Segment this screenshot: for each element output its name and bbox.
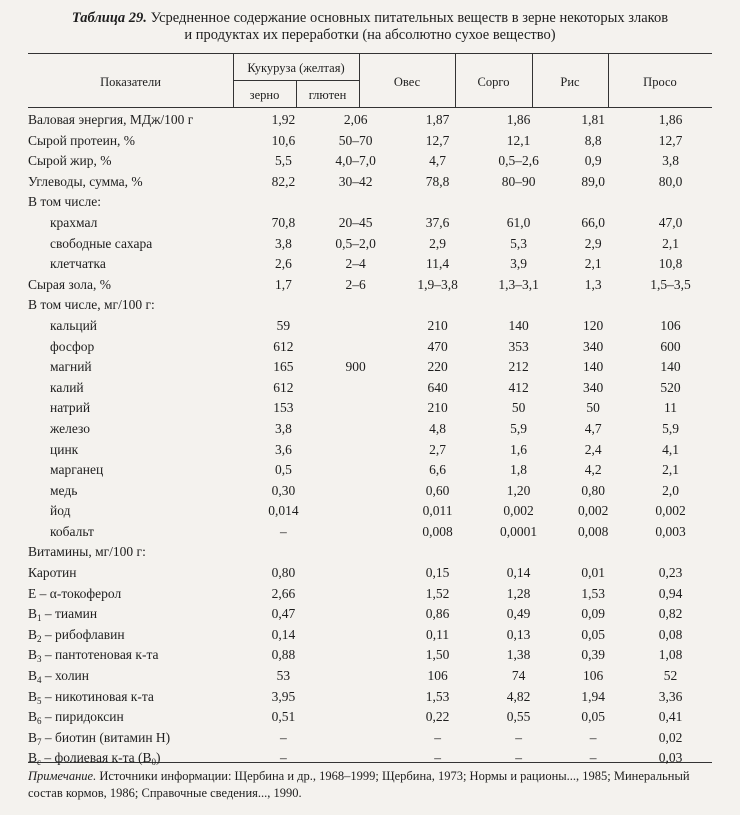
table-cell: 0,39 xyxy=(581,647,605,663)
table-cell: – xyxy=(280,729,287,745)
row-label: $B_1$ – тиамин xyxy=(28,606,98,624)
table-cell: 10,6 xyxy=(271,132,296,148)
header-sorghum: Сорго xyxy=(477,75,510,89)
table-cell: 0,08 xyxy=(658,626,683,642)
table-cell xyxy=(316,584,395,605)
table-cell: 0,002 xyxy=(577,503,609,519)
table-cell: 0,47 xyxy=(271,606,296,622)
header-indicators: Показатели xyxy=(100,75,161,89)
table-cell: 1,53 xyxy=(581,585,605,601)
row-label: кобальт xyxy=(50,523,94,539)
header-rice: Рис xyxy=(560,75,580,89)
table-cell: 11 xyxy=(664,400,678,416)
table-cell xyxy=(395,192,480,213)
table-cell: 2,9 xyxy=(584,235,602,251)
table-cell: 1,08 xyxy=(658,647,683,663)
table-cell: 165 xyxy=(273,359,294,375)
table-cell: 340 xyxy=(583,338,604,354)
header-millet: Просо xyxy=(643,75,677,89)
header-corn-grain: зерно xyxy=(249,88,280,102)
table-row xyxy=(28,501,712,522)
table-cell: 4,1 xyxy=(662,441,679,457)
table-cell: 1,7 xyxy=(274,276,292,292)
row-label: железо xyxy=(50,420,91,436)
table-cell: 520 xyxy=(660,379,681,395)
table-cell xyxy=(395,295,480,316)
table-row xyxy=(28,151,712,172)
table-cell: 6,6 xyxy=(429,462,447,478)
table-cell: 5,9 xyxy=(510,420,527,436)
table-row xyxy=(28,748,712,769)
table-cell xyxy=(316,378,395,399)
table-cell xyxy=(316,748,395,769)
table-cell: 1,81 xyxy=(581,112,605,127)
table-row xyxy=(28,728,712,749)
table-cell: 2,7 xyxy=(429,441,447,457)
table-cell xyxy=(316,687,395,708)
table-cell xyxy=(480,295,557,316)
table-cell: – xyxy=(515,729,522,745)
table-cell: 2–6 xyxy=(345,276,366,292)
table-cell: 50 xyxy=(511,400,526,416)
table-cell: 0,011 xyxy=(422,503,453,519)
table-row xyxy=(28,234,712,255)
table-cell: 5,9 xyxy=(662,420,679,436)
table-cell: 2,66 xyxy=(271,585,296,601)
table-row xyxy=(28,666,712,687)
table-row xyxy=(28,254,712,275)
table-cell: 0,003 xyxy=(655,523,686,539)
table-cell: 3,8 xyxy=(662,153,679,169)
table-cell: 53 xyxy=(276,668,291,684)
table-cell: 66,0 xyxy=(581,214,605,230)
table-cell: 1,86 xyxy=(506,112,531,127)
table-cell: 1,92 xyxy=(271,112,296,127)
table-cell xyxy=(316,563,395,584)
table-cell: 0,05 xyxy=(581,709,605,725)
table-cell: 12,1 xyxy=(506,132,531,148)
table-cell: 37,6 xyxy=(425,214,450,230)
table-cell: 4,8 xyxy=(429,420,447,436)
table-cell: 74 xyxy=(511,668,526,684)
note-text: Источники информации: Щербина и др., 1968–1999; Щербина, 1973; Нормы и рационы..., 1985; Минеральный состав кормов, 1986; Справочные сведения..., 1990. xyxy=(28,769,690,800)
row-label: $B_6$ – пиридоксин xyxy=(28,709,124,727)
table-cell: 340 xyxy=(583,379,604,395)
table-cell: 600 xyxy=(660,338,681,354)
table-cell: 0,002 xyxy=(503,503,534,519)
table-cell: 0,002 xyxy=(655,503,686,519)
table-cell: 1,3 xyxy=(584,276,602,292)
table-cell: 1,8 xyxy=(510,462,527,478)
table-row xyxy=(28,687,712,708)
table-cell xyxy=(316,192,395,213)
table-cell: 3,9 xyxy=(510,256,527,272)
table-cell xyxy=(316,645,395,666)
table-cell: 2,06 xyxy=(343,112,368,127)
row-label: цинк xyxy=(50,441,79,457)
row-label: крахмал xyxy=(50,214,98,230)
table-cell: 8,8 xyxy=(584,132,602,148)
table-cell: 106 xyxy=(427,668,448,684)
table-cell xyxy=(316,625,395,646)
table-cell xyxy=(316,316,395,337)
table-note xyxy=(28,768,718,802)
table-cell: 0,05 xyxy=(581,626,605,642)
table-cell xyxy=(316,501,395,522)
table-cell: 2,1 xyxy=(662,235,679,251)
table-cell: 0,03 xyxy=(658,750,683,766)
table-row xyxy=(28,316,712,337)
table-cell xyxy=(316,419,395,440)
table-cell: 0,22 xyxy=(425,709,450,725)
table-cell: 30–42 xyxy=(338,173,373,189)
table-cell: 2,0 xyxy=(662,482,679,498)
table-cell: 80,0 xyxy=(658,173,683,189)
table-cell: – xyxy=(589,729,597,745)
note-label: Примечание. xyxy=(28,769,97,783)
table-cell xyxy=(316,460,395,481)
table-cell: 0,94 xyxy=(658,585,683,601)
table-cell xyxy=(316,440,395,461)
row-label: Сырой жир, % xyxy=(28,153,112,169)
table-cell: 10,8 xyxy=(658,256,683,272)
table-cell: 0,01 xyxy=(581,565,605,581)
table-row xyxy=(28,481,712,502)
table-row xyxy=(28,645,712,666)
table-caption xyxy=(28,10,712,44)
table-cell: 220 xyxy=(427,359,448,375)
table-cell: 0,0001 xyxy=(500,523,538,539)
nutrient-table xyxy=(28,110,712,769)
table-row xyxy=(28,131,712,152)
table-cell xyxy=(480,192,557,213)
header-oats: Овес xyxy=(393,75,421,89)
table-cell: 140 xyxy=(660,359,681,375)
table-cell xyxy=(557,295,629,316)
table-cell: 0,11 xyxy=(426,626,450,642)
table-cell: 1,28 xyxy=(506,585,531,601)
row-label: магний xyxy=(50,359,92,375)
table-cell: 3,6 xyxy=(274,441,292,457)
table-cell: 0,13 xyxy=(506,626,531,642)
table-cell: 5,3 xyxy=(510,235,527,251)
table-cell: 1,38 xyxy=(506,647,531,663)
table-row xyxy=(28,542,712,563)
table-cell: 2–4 xyxy=(345,256,366,272)
table-cell: – xyxy=(589,750,597,766)
table-cell: 1,20 xyxy=(506,482,531,498)
table-cell xyxy=(629,192,712,213)
table-cell: 11,4 xyxy=(426,256,450,272)
table-cell: 1,9–3,8 xyxy=(417,276,458,292)
table-row xyxy=(28,625,712,646)
table-cell: – xyxy=(515,750,522,766)
row-label: свободные сахара xyxy=(50,235,153,251)
table-cell: 1,5–3,5 xyxy=(650,276,691,292)
table-cell: 89,0 xyxy=(581,173,605,189)
table-cell xyxy=(316,398,395,419)
table-cell xyxy=(251,295,316,316)
table-cell: – xyxy=(434,750,441,766)
row-label: $B_7$ – биотин (витамин Н) xyxy=(28,729,171,747)
table-cell: 0,82 xyxy=(658,606,683,622)
table-cell: 0,80 xyxy=(581,482,605,498)
table-cell: 106 xyxy=(583,668,604,684)
table-cell: 61,0 xyxy=(506,214,531,230)
table-row xyxy=(28,192,712,213)
table-row xyxy=(28,295,712,316)
caption-line1: Усредненное содержание основных питательных веществ в зерне некоторых злаков xyxy=(150,10,669,26)
table-cell: 353 xyxy=(508,338,529,354)
table-cell: 140 xyxy=(583,359,604,375)
table-row xyxy=(28,398,712,419)
table-cell xyxy=(316,604,395,625)
table-cell: 0,15 xyxy=(425,565,450,581)
table-row xyxy=(28,419,712,440)
table-cell: 4,0–7,0 xyxy=(335,153,376,169)
header-corn-gluten: глютен xyxy=(308,88,347,102)
row-label: $B_4$ – холин xyxy=(28,668,90,686)
nutrient-table-body xyxy=(28,110,712,769)
table-cell: 2,9 xyxy=(429,235,447,251)
table-cell xyxy=(629,542,712,563)
table-cell: 0,5–2,6 xyxy=(498,153,539,169)
table-cell: 0,02 xyxy=(658,729,683,745)
table-cell: 1,86 xyxy=(658,112,683,127)
table-row xyxy=(28,584,712,605)
table-cell: 106 xyxy=(660,317,681,333)
row-label: Каротин xyxy=(28,565,77,581)
row-label: калий xyxy=(50,379,84,395)
table-cell: 1,53 xyxy=(425,688,450,704)
table-cell: 2,1 xyxy=(662,462,679,478)
table-cell xyxy=(251,192,316,213)
table-cell: – xyxy=(280,750,287,766)
row-label: Е – α-токоферол xyxy=(28,585,122,601)
table-cell: 1,6 xyxy=(510,441,527,457)
table-row xyxy=(28,440,712,461)
table-cell: 1,94 xyxy=(581,688,605,704)
table-cell: 210 xyxy=(427,400,448,416)
table-row xyxy=(28,357,712,378)
table-cell: 78,8 xyxy=(425,173,450,189)
table-row xyxy=(28,172,712,193)
row-label: натрий xyxy=(50,400,91,416)
table-cell: 80–90 xyxy=(501,173,536,189)
row-label: Витамины, мг/100 г: xyxy=(28,544,146,560)
table-cell: 3,36 xyxy=(658,688,683,704)
table-cell: 2,4 xyxy=(584,441,602,457)
table-cell: 20–45 xyxy=(338,214,373,230)
table-cell: 3,8 xyxy=(274,420,292,436)
table-cell: 59 xyxy=(276,317,291,333)
table-cell: 0,14 xyxy=(271,626,296,642)
row-label: фосфор xyxy=(50,338,95,354)
table-cell: 4,82 xyxy=(506,688,531,704)
table-cell xyxy=(316,337,395,358)
table-cell: 612 xyxy=(273,379,294,395)
table-cell: 0,23 xyxy=(658,565,683,581)
row-label: В том числе, мг/100 г: xyxy=(28,297,155,313)
caption-line2: и продуктах их переработки (на абсолютно сухое вещество) xyxy=(184,27,556,43)
table-cell: 4,2 xyxy=(584,462,602,478)
table-cell: 1,50 xyxy=(425,647,450,663)
table-cell: 1,3–3,1 xyxy=(498,276,539,292)
table-cell: – xyxy=(280,523,287,539)
table-cell: 4,7 xyxy=(584,420,602,436)
table-row xyxy=(28,378,712,399)
table-cell: 1,52 xyxy=(425,585,450,601)
table-cell xyxy=(629,295,712,316)
table-cell: 0,60 xyxy=(425,482,450,498)
table-cell: 0,14 xyxy=(506,565,531,581)
table-cell xyxy=(557,542,629,563)
table-cell xyxy=(316,666,395,687)
row-label: медь xyxy=(50,482,78,498)
table-cell: 12,7 xyxy=(658,132,683,148)
table-cell: 0,80 xyxy=(271,565,296,581)
table-cell: 0,5 xyxy=(274,462,292,478)
table-cell xyxy=(480,542,557,563)
table-cell xyxy=(557,192,629,213)
table-cell: 4,7 xyxy=(429,153,447,169)
table-cell: 0,41 xyxy=(658,709,683,725)
table-cell xyxy=(316,522,395,543)
table-cell: 3,95 xyxy=(271,688,296,704)
table-cell: 1,87 xyxy=(425,112,450,127)
table-cell: 52 xyxy=(663,668,678,684)
table-cell: 0,9 xyxy=(584,153,602,169)
caption-label: Таблица 29. xyxy=(71,10,147,26)
table-cell: 0,49 xyxy=(506,606,531,622)
table-cell: 212 xyxy=(508,359,529,375)
table-cell: 0,09 xyxy=(581,606,605,622)
table-cell: 5,5 xyxy=(274,153,292,169)
table-cell xyxy=(316,542,395,563)
table-cell: 0,5–2,0 xyxy=(335,235,376,251)
table-cell xyxy=(251,542,316,563)
table-cell: 0,88 xyxy=(271,647,296,663)
table-cell xyxy=(316,707,395,728)
table-cell: 140 xyxy=(508,317,529,333)
table-cell xyxy=(316,295,395,316)
table-cell: 210 xyxy=(427,317,448,333)
table-cell: 153 xyxy=(273,400,294,416)
table-cell: 12,7 xyxy=(425,132,450,148)
row-label: Валовая энергия, МДж/100 г xyxy=(28,112,194,127)
table-cell xyxy=(395,542,480,563)
row-label: $B_c$ – фолиевая к-та $(B_0)$ xyxy=(28,750,161,768)
row-label: $B_3$ – пантотеновая к-та xyxy=(28,647,159,665)
table-cell: 0,008 xyxy=(577,523,609,539)
row-label: кальций xyxy=(50,317,98,333)
table-cell: 2,6 xyxy=(274,256,292,272)
table-cell: 120 xyxy=(583,317,604,333)
table-row xyxy=(28,275,712,296)
header-bottom-rule xyxy=(28,107,712,108)
header-top-rule xyxy=(28,53,712,54)
table-cell: 0,008 xyxy=(422,523,453,539)
row-label: В том числе: xyxy=(28,194,101,210)
table-cell: 50–70 xyxy=(338,132,373,148)
table-row xyxy=(28,522,712,543)
table-cell: 412 xyxy=(508,379,529,395)
row-label: $B_5$ – никотиновая к-та xyxy=(28,688,154,706)
table-cell: 0,86 xyxy=(425,606,450,622)
table-row xyxy=(28,604,712,625)
row-label: клетчатка xyxy=(50,256,106,272)
row-label: йод xyxy=(50,503,71,519)
table-cell xyxy=(316,728,395,749)
table-cell: 82,2 xyxy=(271,173,296,189)
table-row xyxy=(28,563,712,584)
row-label: Сырая зола, % xyxy=(28,276,111,292)
row-label: $B_2$ – рибофлавин xyxy=(28,626,125,644)
table-cell: 70,8 xyxy=(271,214,296,230)
row-label: Углеводы, сумма, % xyxy=(28,173,143,189)
table-cell: 0,30 xyxy=(271,482,296,498)
row-label: Сырой протеин, % xyxy=(28,132,136,148)
table-cell: 47,0 xyxy=(658,214,683,230)
table-cell: 50 xyxy=(586,400,600,416)
table-cell: 612 xyxy=(273,338,294,354)
table-row xyxy=(28,337,712,358)
table-cell xyxy=(316,481,395,502)
table-cell: 0,51 xyxy=(271,709,296,725)
table-cell: 3,8 xyxy=(274,235,292,251)
table-row xyxy=(28,460,712,481)
table-cell: 640 xyxy=(427,379,448,395)
table-cell: – xyxy=(434,729,441,745)
table-cell: 0,014 xyxy=(268,503,299,519)
table-cell: 470 xyxy=(427,338,448,354)
table-row xyxy=(28,707,712,728)
table-row xyxy=(28,110,712,131)
table-cell: 900 xyxy=(345,359,366,375)
table-row xyxy=(28,213,712,234)
row-label: марганец xyxy=(50,462,104,478)
header-corn-group: Кукуруза (желтая) xyxy=(247,61,345,75)
table-cell: 2,1 xyxy=(584,256,602,272)
table-cell: 0,55 xyxy=(506,709,531,725)
